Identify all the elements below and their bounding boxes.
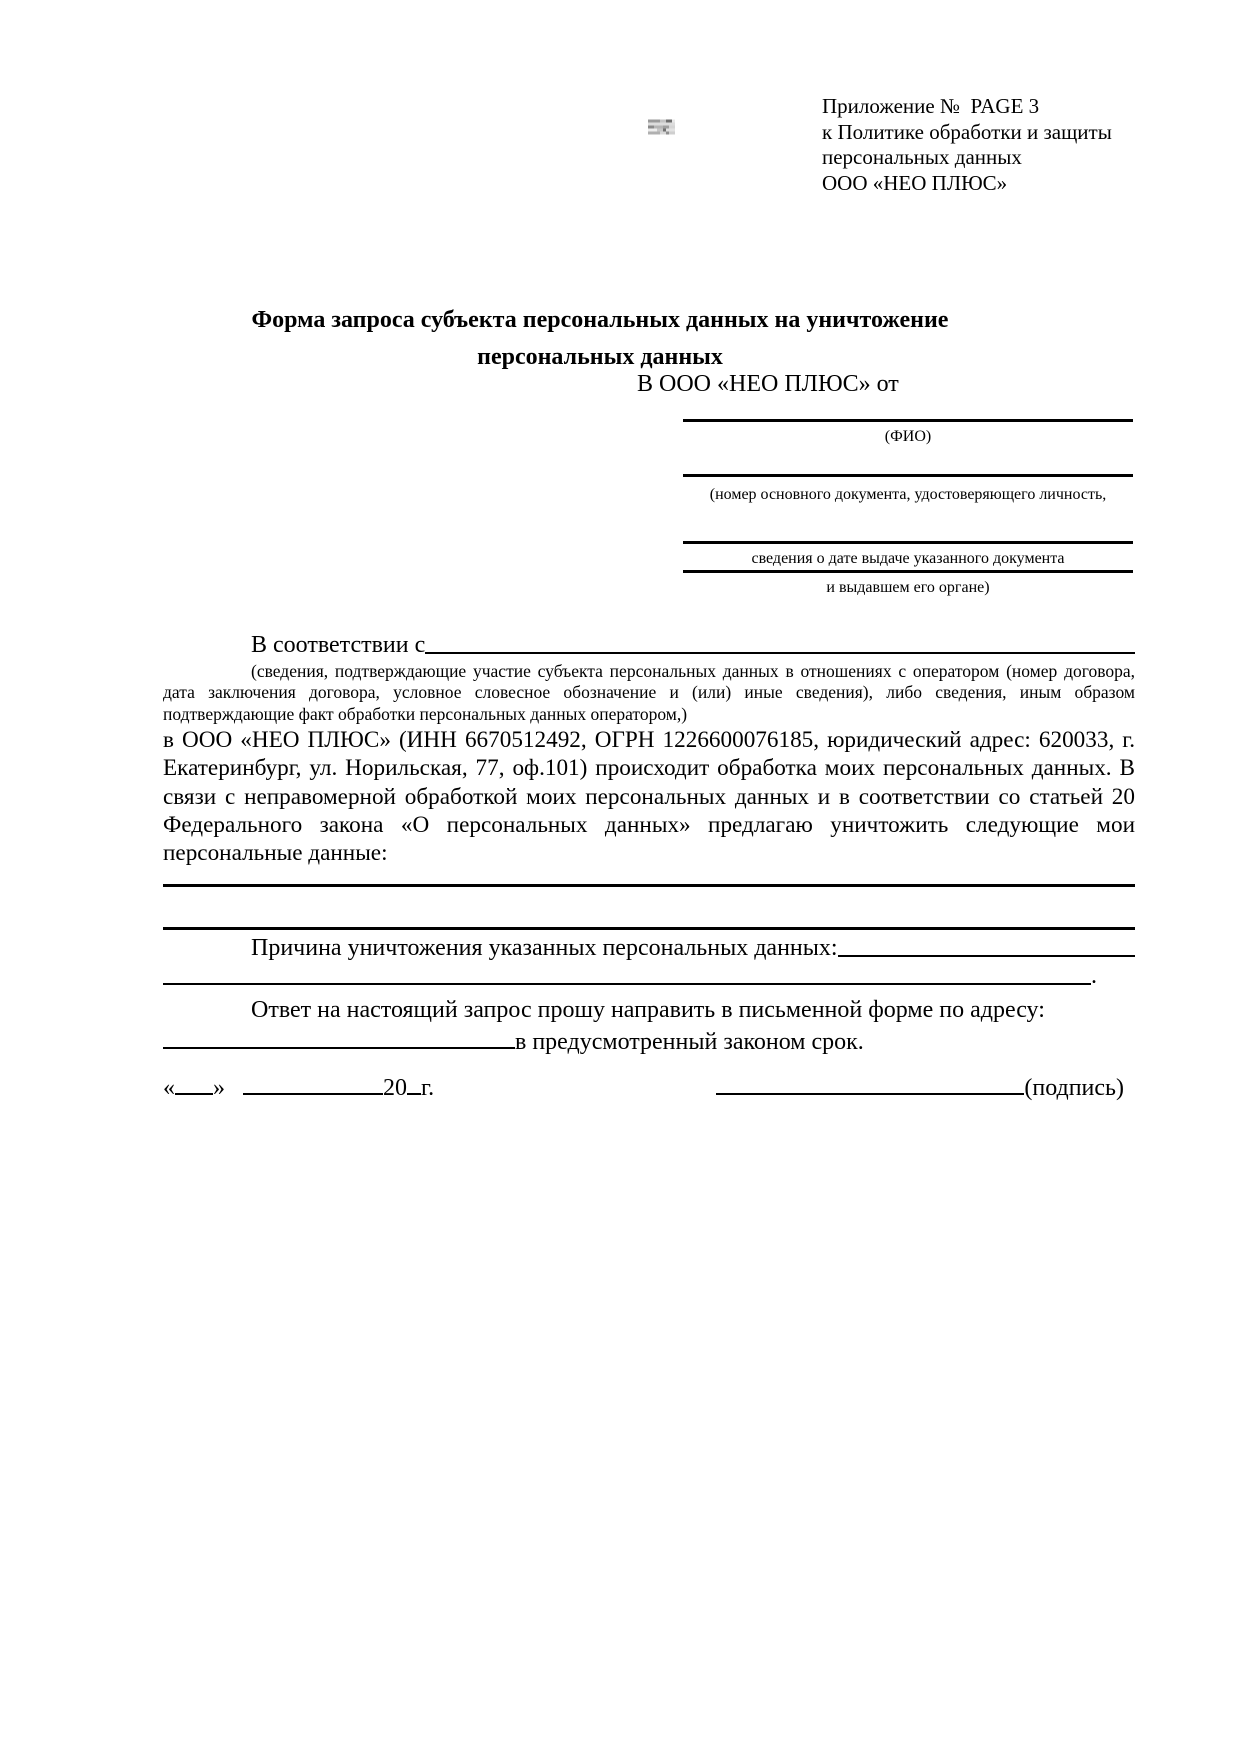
reason-line-terminator: . xyxy=(1091,963,1097,989)
year-suffix: г. xyxy=(421,1075,435,1101)
reason-input-line-2[interactable] xyxy=(163,983,1091,985)
quote-close: » xyxy=(213,1075,225,1101)
reason-input-line[interactable] xyxy=(838,955,1135,957)
blurred-image-icon xyxy=(648,116,675,138)
date-group xyxy=(163,1075,434,1102)
accordance-basis-input-line[interactable] xyxy=(425,652,1135,654)
fio-input-line[interactable] xyxy=(683,419,1133,422)
response-instruction-line: Ответ на настоящий запрос прошу направить в письменной форме по адресу: xyxy=(251,997,1045,1023)
accordance-row xyxy=(163,630,1135,659)
document-number-input-line[interactable] xyxy=(683,474,1133,477)
title-line-1: Форма запроса субъекта персональных данных на уничтожение xyxy=(251,307,949,333)
issuing-authority-caption: и выдавшем его органе) xyxy=(826,579,990,596)
fio-caption: (ФИО) xyxy=(884,428,932,445)
day-input-line[interactable] xyxy=(175,1093,213,1095)
reason-continuation-row xyxy=(163,962,1097,990)
appendix-header-line-3: персональных данных xyxy=(822,145,1022,169)
response-address-row xyxy=(163,1029,1135,1057)
response-suffix: в предусмотренный законом срок. xyxy=(515,1029,864,1055)
quote-open: « xyxy=(163,1075,175,1101)
appendix-header-line-2: к Политике обработки и защиты xyxy=(822,119,1112,144)
appendix-header-line-1: Приложение № PAGE 3 xyxy=(822,94,1040,118)
title-line-2: персональных данных xyxy=(477,344,723,370)
signature-input-line[interactable] xyxy=(716,1093,1024,1095)
document-number-caption: (номер основного документа, удостоверяющего личность, xyxy=(709,486,1107,503)
document-title xyxy=(150,302,1050,376)
accordance-note: (сведения, подтверждающие участие субъекта персональных данных в отношениях с оператором (номер договора, дата заключения договора, условное словесное обозначение и (или) иные сведения), либо сведения, иным образом подтверждающие факт обработки персональных данных оператором,) xyxy=(163,661,1135,724)
signature-group xyxy=(716,1075,1124,1102)
year-input-line[interactable] xyxy=(407,1093,421,1095)
month-input-line[interactable] xyxy=(243,1093,383,1095)
personal-data-input-line-2[interactable] xyxy=(163,927,1135,930)
reason-label: Причина уничтожения указанных персональных данных: xyxy=(251,935,838,961)
appendix-header-line-4: ООО «НЕО ПЛЮС» xyxy=(822,170,1008,195)
year-prefix: 20 xyxy=(383,1075,407,1101)
date-signature-row xyxy=(163,1075,1135,1106)
reason-row xyxy=(163,934,1135,962)
body-paragraph: в ООО «НЕО ПЛЮС» (ИНН 6670512492, ОГРН 1226600076185, юридический адрес: 620033, г. Екатеринбург, ул. Норильская, 77, оф.101) происходит обработка моих персональных данных. В связи с неправомерной обработкой моих персональных данных и в соответствии со статьей 20 Федерального закона «О персональных данных» предлагаю уничтожить следующие мои персональные данные: xyxy=(163,727,1135,867)
issue-date-input-line[interactable] xyxy=(683,541,1133,544)
issuing-authority-input-line[interactable] xyxy=(683,570,1133,573)
issue-date-caption: сведения о дате выдаче указанного документа xyxy=(751,550,1065,567)
address-input-line[interactable] xyxy=(163,1047,515,1049)
appendix-header xyxy=(822,94,1162,196)
signature-caption: (подпись) xyxy=(1024,1075,1124,1101)
accordance-label: В соответствии с xyxy=(251,632,426,658)
addressee-line: В ООО «НЕО ПЛЮС» от xyxy=(637,371,899,397)
personal-data-input-line-1[interactable] xyxy=(163,884,1135,887)
